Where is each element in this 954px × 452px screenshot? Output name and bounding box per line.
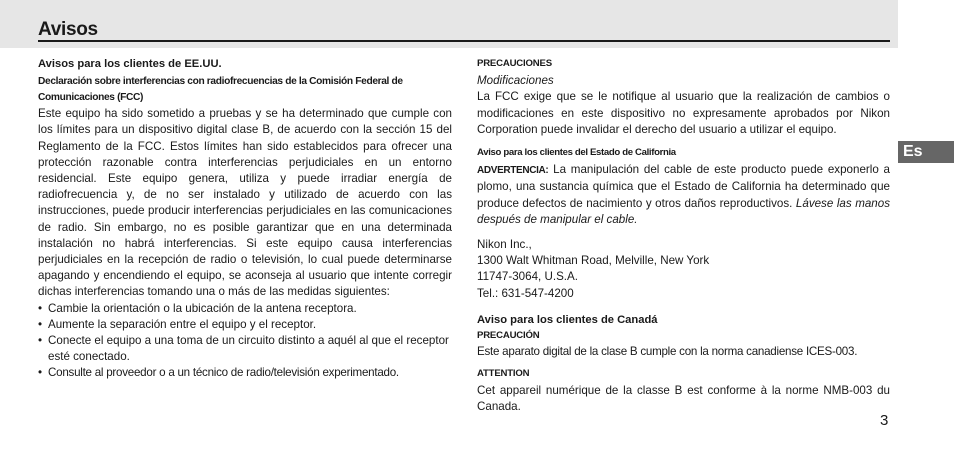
modifications-text: La FCC exige que se le notifique al usuario que la realización de cambios o modificaciones en este dispositivo no expresamente aprobados por Nikon Corporation puede invalidar el derecho del usuario a utilizar el equipo. (477, 90, 890, 136)
list-item: • Aumente la separación entre el equipo y el receptor. (38, 317, 452, 333)
list-item: • Consulte al proveedor o a un técnico de radio/televisión experimentado. (38, 365, 452, 381)
modifications-label: Modificaciones (477, 74, 554, 88)
address-line: Tel.: 631-547-4200 (477, 286, 574, 300)
left-column (38, 56, 452, 382)
list-item: • Conecte el equipo a una toma de un circuito distinto a aquél al que el receptor esté conectado. (38, 333, 452, 365)
list-item: • Cambie la orientación o la ubicación de la antena receptora. (38, 301, 452, 317)
precautions-heading: PRECAUCIONES (477, 58, 552, 69)
california-warning (477, 162, 890, 228)
caution-text: Este aparato digital de la clase B cumple con la norma canadiense ICES-003. (477, 345, 858, 359)
warning-italic: Lávese las manos después de manipular el cable. (477, 196, 890, 226)
us-notice-heading: Avisos para los clientes de EE.UU. (38, 58, 222, 70)
address-line: 11747-3064, U.S.A. (477, 270, 578, 284)
caution-heading: PRECAUCIÓN (477, 330, 540, 342)
california-heading: Aviso para los clientes del Estado de California (477, 147, 676, 159)
fcc-statement-body: Este equipo ha sido sometido a pruebas y se ha determinado que cumple con los límites para un dispositivo digital clase B, de acuerdo con la sección 15 del Reglamento de la FCC. Estos límites han sido establecidos para ofrecer una protección razonable contra interferencias perjudiciales en un entorno residencial. Este equipo genera, utiliza y puede irradiar energía de radiofrecuencia y, de no ser instalado y utilizado de acuerdo con las instrucciones, puede producir interferencias perjudiciales en las comunicaciones de radio. Sin embargo, no es posible garantizar que en una determinada instalación no habrá interferencias. Si este equipo causa interferencias perjudiciales en la recepción de radio o televisión, lo cual puede determinarse apagando y encendiendo el equipo, se aconseja al usuario que intente corregir dichas interferencias tomando una o más de las medidas siguientes: (38, 107, 452, 299)
attention-text: Cet appareil numérique de la classe B est conforme à la norme NMB-003 du Canada. (477, 383, 890, 413)
measures-list (38, 301, 452, 382)
page-number: 3 (880, 412, 889, 429)
attention-heading: ATTENTION (477, 368, 530, 380)
right-column (477, 56, 890, 415)
fcc-statement-heading: Declaración sobre interferencias con radiofrecuencias de la Comisión Federal de Comunicaciones (FCC) (38, 76, 403, 104)
title-rule (38, 40, 890, 42)
page-title: Avisos (38, 19, 98, 40)
warning-label: ADVERTENCIA: (477, 165, 549, 177)
canada-heading: Aviso para los clientes de Canadá (477, 313, 658, 326)
language-tab: Es (898, 141, 954, 163)
address-line: Nikon Inc., (477, 238, 532, 252)
warning-text: La manipulación del cable de este producto puede exponerlo a plomo, una sustancia química que el Estado de California ha determinado que produce defectos de nacimiento y otros daños reproductivos. (477, 163, 890, 210)
address-line: 1300 Walt Whitman Road, Melville, New York (477, 254, 710, 268)
